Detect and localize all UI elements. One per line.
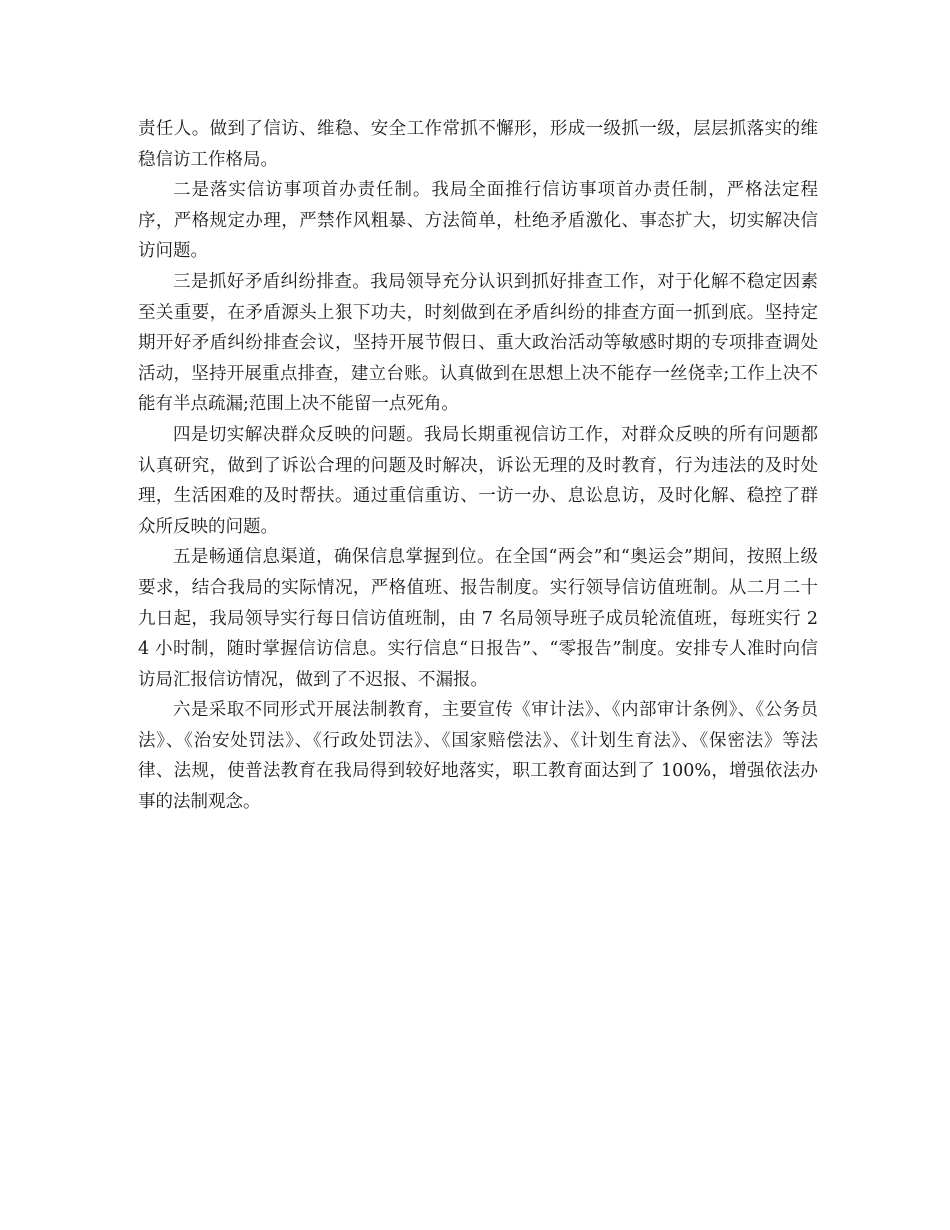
paragraph-information-channels: 五是畅通信息渠道，确保信息掌握到位。在全国“两会”和“奥运会”期间，按照上级要求，结合我局的实际情况，严格值班、报告制度。实行领导信访值班制。从二月二十九日起，我局领导实行每日信访值班制，由 7 名局领导班子成员轮流值班，每班实行 24 小时制，随时掌握信访信息。实行信息“日报告”、“零报告”制度。安排专人准时向信访局汇报信访情况，做到了不迟报、不漏报。: [138, 547, 818, 690]
document-body: [138, 114, 818, 818]
paragraph-legal-education: 六是采取不同形式开展法制教育，主要宣传《审计法》、《内部审计条例》、《公务员法》、《治安处罚法》、《行政处罚法》、《国家赔偿法》、《计划生育法》、《保密法》等法律、法规，使普法教育在我局得到较好地落实，职工教育面达到了 100%，增强依法办事的法制观念。: [138, 700, 818, 813]
paragraph-petition-first-responsibility: 二是落实信访事项首办责任制。我局全面推行信访事项首办责任制，严格法定程序，严格规定办理，严禁作风粗暴、方法简单，杜绝矛盾激化、事态扩大，切实解决信访问题。: [138, 180, 818, 262]
paragraph-continuation: 责任人。做到了信访、维稳、安全工作常抓不懈形，形成一级抓一级，层层抓落实的维稳信访工作格局。: [138, 119, 818, 170]
paragraph-dispute-screening: 三是抓好矛盾纠纷排查。我局领导充分认识到抓好排查工作，对于化解不稳定因素至关重要，在矛盾源头上狠下功夫，时刻做到在矛盾纠纷的排查方面一抓到底。坚持定期开好矛盾纠纷排查会议，坚持开展节假日、重大政治活动等敏感时期的专项排查调处活动，坚持开展重点排查，建立台账。认真做到在思想上决不能存一丝侥幸;工作上决不能有半点疏漏;范围上决不能留一点死角。: [138, 271, 818, 415]
paragraph-resolve-public-issues: 四是切实解决群众反映的问题。我局长期重视信访工作，对群众反映的所有问题都认真研究，做到了诉讼合理的问题及时解决，诉讼无理的及时教育，行为违法的及时处理，生活困难的及时帮扶。通过重信重访、一访一办、息讼息访，及时化解、稳控了群众所反映的问题。: [138, 424, 818, 537]
